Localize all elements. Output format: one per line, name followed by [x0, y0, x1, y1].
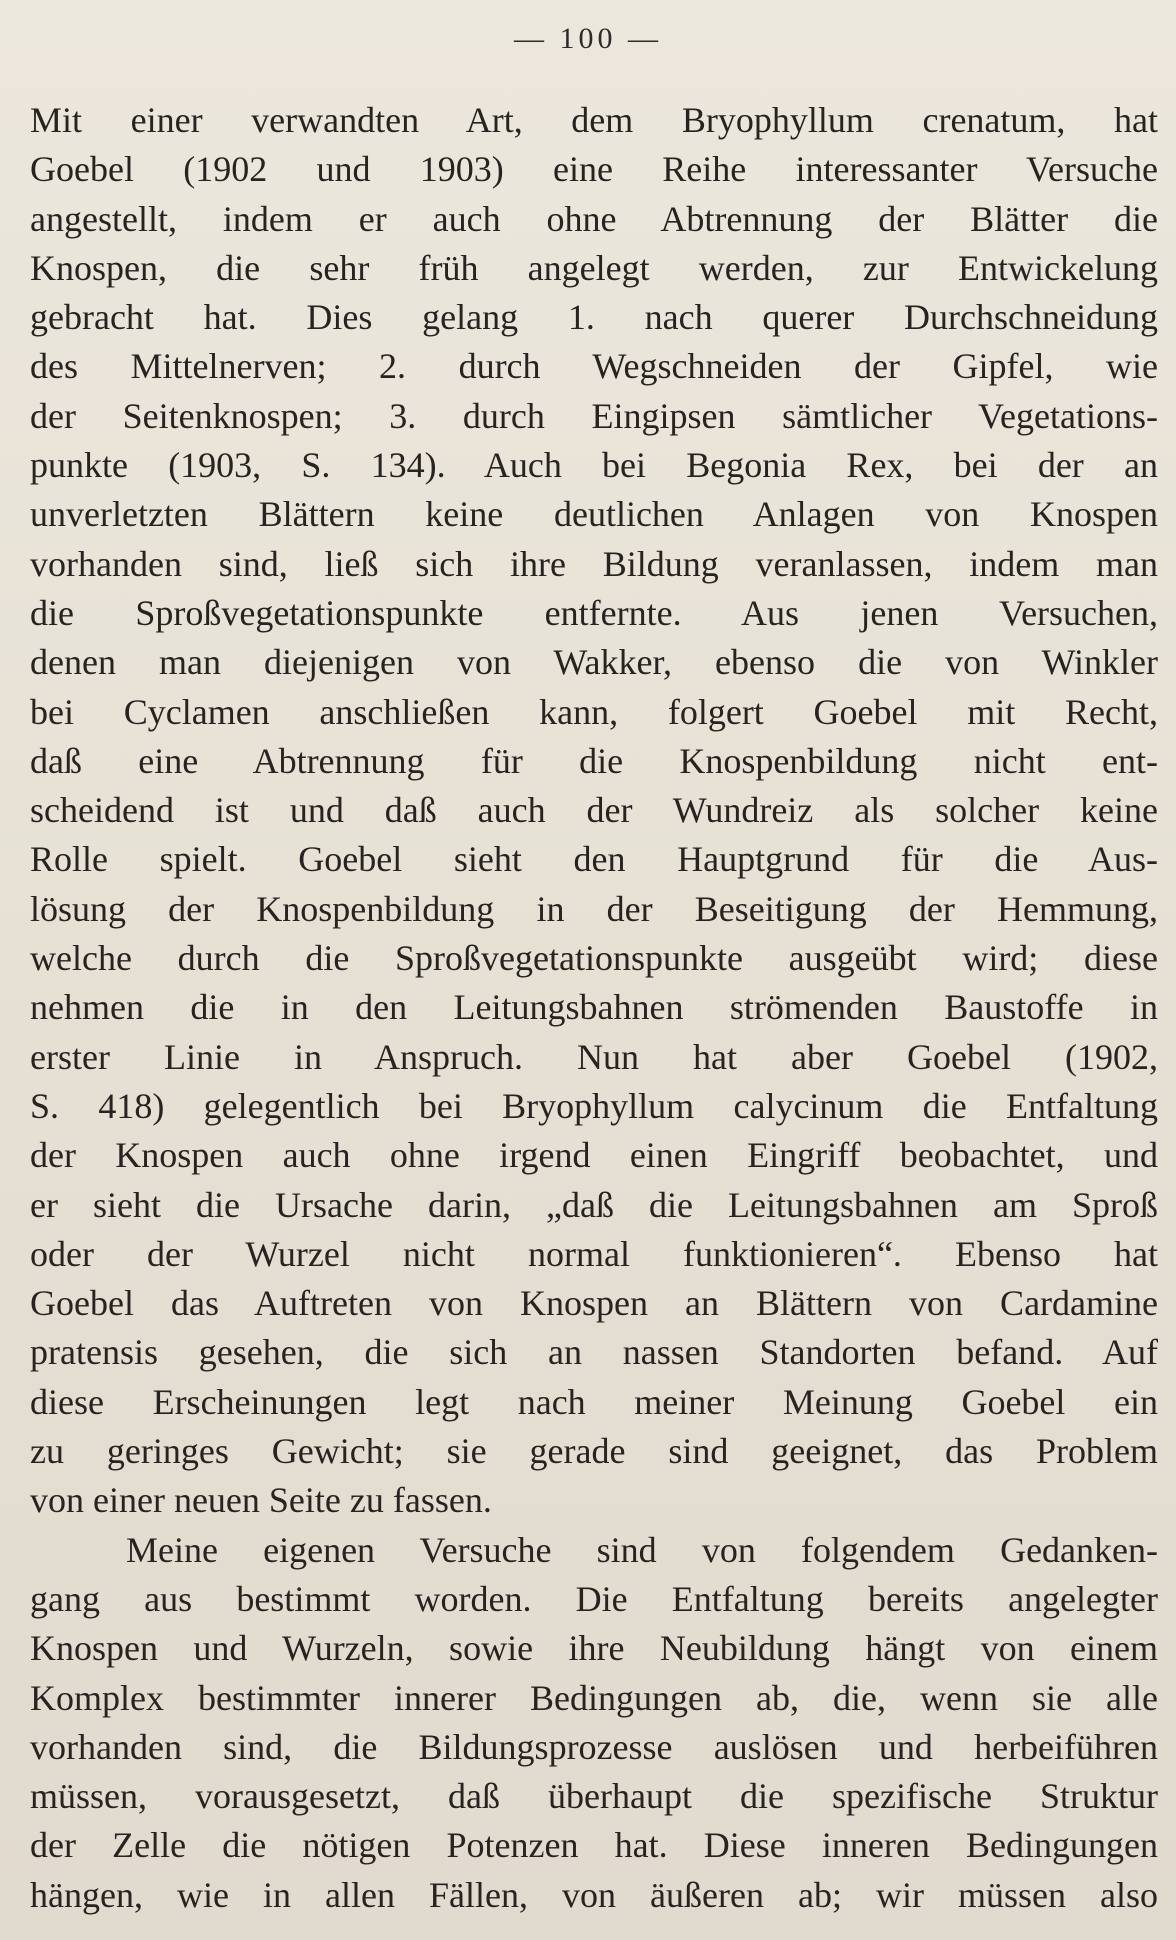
text-line: lösung der Knospenbildung in der Beseitigung der Hemmung,: [30, 888, 1158, 929]
text-line: Mit einer verwandten Art, dem Bryophyllum crenatum, hat: [30, 100, 1158, 140]
text-line: bei Cyclamen anschließen kann, folgert Goebel mit Recht,: [30, 691, 1158, 732]
text-line: Goebel das Auftreten von Knospen an Blättern von Cardamine: [30, 1283, 1158, 1324]
text-line: Rolle spielt. Goebel sieht den Hauptgrund für die Aus-: [30, 839, 1158, 880]
text-line: des Mittelnerven; 2. durch Wegschneiden der Gipfel, wie: [30, 346, 1158, 387]
text-line: erster Linie in Anspruch. Nun hat aber Goebel (1902,: [30, 1036, 1158, 1077]
text-line: hängen, wie in allen Fällen, von äußeren ab; wir müssen also: [30, 1874, 1158, 1915]
text-line: gebracht hat. Dies gelang 1. nach querer Durchschneidung: [30, 297, 1158, 338]
text-line: der Knospen auch ohne irgend einen Eingriff beobachtet, und: [30, 1135, 1158, 1176]
page-number: — 100 —: [514, 22, 662, 55]
text-line: punkte (1903, S. 134). Auch bei Begonia Rex, bei der an: [30, 445, 1158, 486]
text-line: scheidend ist und daß auch der Wundreiz als solcher keine: [30, 790, 1158, 831]
text-line: vorhanden sind, die Bildungsprozesse auslösen und herbeiführen: [30, 1726, 1158, 1767]
text-line: Meine eigenen Versuche sind von folgendem Gedanken-: [126, 1529, 1158, 1570]
text-line: Knospen, die sehr früh angelegt werden, zur Entwickelung: [30, 247, 1158, 288]
text-line: oder der Wurzel nicht normal funktionieren“. Ebenso hat: [30, 1233, 1158, 1274]
text-line: angestellt, indem er auch ohne Abtrennung der Blätter die: [30, 198, 1158, 239]
text-line: die Sproßvegetationspunkte entfernte. Aus jenen Versuchen,: [30, 592, 1158, 633]
text-line: müssen, vorausgesetzt, daß überhaupt die spezifische Struktur: [30, 1776, 1158, 1817]
text-line: er sieht die Ursache darin, „daß die Leitungsbahnen am Sproß: [30, 1184, 1158, 1225]
text-line: diese Erscheinungen legt nach meiner Meinung Goebel ein: [30, 1381, 1158, 1422]
text-line: Knospen und Wurzeln, sowie ihre Neubildung hängt von einem: [30, 1628, 1158, 1669]
text-line: denen man diejenigen von Wakker, ebenso die von Winkler: [30, 642, 1158, 683]
text-line: welche durch die Sproßvegetationspunkte ausgeübt wird; diese: [30, 938, 1158, 979]
body-text: [30, 96, 1158, 1920]
text-line: unverletzten Blättern keine deutlichen Anlagen von Knospen: [30, 494, 1158, 535]
text-line: nehmen die in den Leitungsbahnen strömenden Baustoffe in: [30, 987, 1158, 1028]
text-line: Komplex bestimmter innerer Bedingungen ab, die, wenn sie alle: [30, 1677, 1158, 1718]
text-line: pratensis gesehen, die sich an nassen Standorten befand. Auf: [30, 1332, 1158, 1373]
text-line: der Zelle die nötigen Potenzen hat. Diese inneren Bedingungen: [30, 1825, 1158, 1866]
text-line: Goebel (1902 und 1903) eine Reihe interessanter Versuche: [30, 149, 1158, 190]
text-line: vorhanden sind, ließ sich ihre Bildung veranlassen, indem man: [30, 543, 1158, 584]
text-line: von einer neuen Seite zu fassen.: [30, 1480, 492, 1521]
text-line: gang aus bestimmt worden. Die Entfaltung bereits angelegter: [30, 1578, 1158, 1619]
text-line: S. 418) gelegentlich bei Bryophyllum calycinum die Entfaltung: [30, 1085, 1158, 1126]
text-line: der Seitenknospen; 3. durch Eingipsen sämtlicher Vegetations-: [30, 395, 1158, 436]
text-line: zu geringes Gewicht; sie gerade sind geeignet, das Problem: [30, 1431, 1158, 1472]
text-line: daß eine Abtrennung für die Knospenbildung nicht ent-: [30, 740, 1158, 781]
